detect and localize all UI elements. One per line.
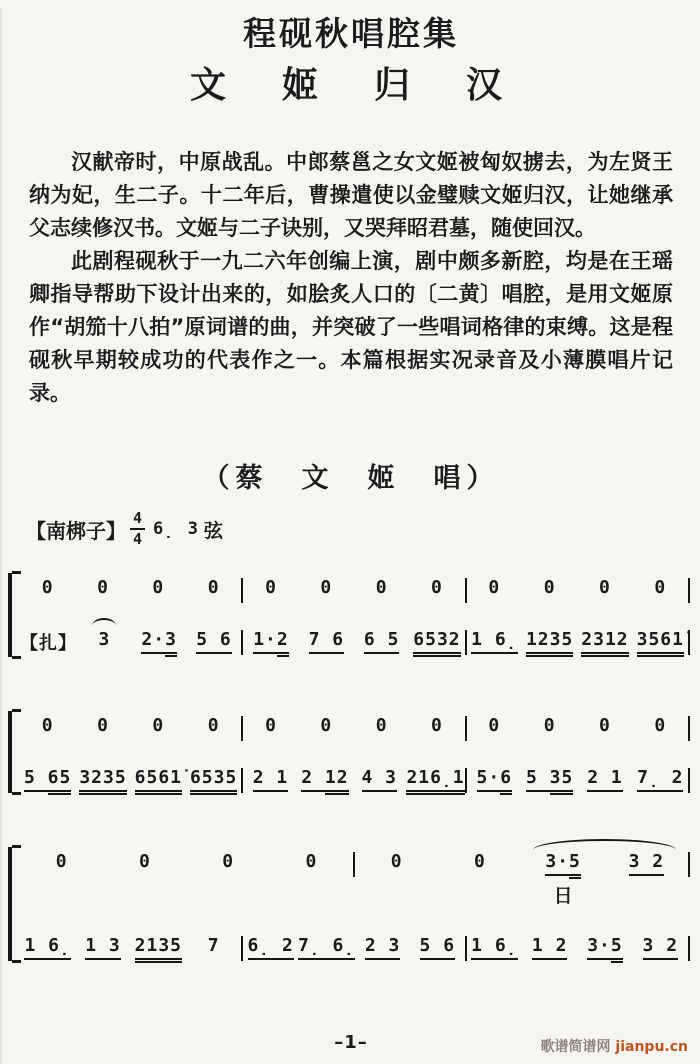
- note-group: [477, 767, 513, 792]
- note-segment: 0: [138, 851, 151, 872]
- note-cell: [633, 715, 688, 738]
- note-group: [301, 767, 348, 792]
- vocal-line: [20, 577, 690, 603]
- barline: [688, 768, 690, 793]
- note-cell: [352, 767, 406, 792]
- measure: [20, 715, 241, 738]
- barline: [688, 852, 690, 877]
- note-group: [196, 629, 232, 654]
- measure: [243, 577, 464, 600]
- note-cell: [75, 715, 130, 738]
- note-cell: [299, 577, 354, 600]
- note-segment: 2: [301, 767, 325, 792]
- measure: [243, 935, 464, 960]
- note-group: [248, 935, 294, 960]
- intro-paragraph-2: 此剧程砚秋于一九二六年创编上演，剧中颇多新腔，均是在王瑶卿指导帮助下设计出来的，如脍炙人口的〔二黄〕唱腔，是用文姬原作“胡笳十八拍”原词谱的曲，并突破了一些唱词格律的束缚。这是程砚秋早期较成功的代表作之一。本篇根据实况录音及小薄膜唱片记录。: [29, 249, 673, 405]
- note-segment: 3: [98, 629, 111, 650]
- note-segment: 5 6: [196, 629, 232, 654]
- note-segment: 0: [431, 577, 443, 598]
- note-group: [474, 851, 486, 874]
- note-segment: 1 6̣: [471, 935, 517, 960]
- note-cell: [103, 851, 186, 874]
- note-cell: [186, 577, 241, 600]
- note-cell: [409, 629, 464, 654]
- note-segment: 3 2: [643, 935, 679, 960]
- note-group: [152, 577, 164, 600]
- note-group: [488, 715, 500, 738]
- note-cell: [20, 629, 77, 657]
- note-cell: [131, 715, 186, 738]
- note-segment: 5·: [477, 767, 501, 792]
- slur-arc: [92, 618, 116, 626]
- note-cell: [187, 851, 270, 874]
- slur-arc: [533, 839, 676, 850]
- note-cell: [243, 577, 298, 600]
- note-segment: 3·: [587, 935, 611, 960]
- note-cell: [633, 629, 688, 654]
- note-segment: 6: [500, 767, 512, 792]
- note-cell: [467, 715, 522, 738]
- note-group: [85, 935, 121, 960]
- measure: [467, 935, 688, 960]
- note-segment: 7̣ 6̣: [298, 935, 355, 960]
- note-cell: [577, 629, 632, 654]
- note-segment: 5: [569, 851, 581, 876]
- score-system: [8, 573, 690, 657]
- score-system: [8, 847, 690, 961]
- note-segment: 0: [599, 715, 611, 736]
- note-group: [599, 715, 611, 738]
- note-group: [420, 935, 456, 960]
- note-segment: 0: [599, 577, 611, 598]
- note-group: [654, 715, 666, 738]
- note-segment: 0: [488, 715, 501, 736]
- note-group: [413, 629, 460, 654]
- measure: [20, 577, 241, 600]
- note-group: [431, 715, 443, 738]
- piece-title: 文 姬 归 汉: [189, 65, 512, 106]
- note-segment: 1 6̣: [24, 935, 70, 960]
- note-cell: [243, 715, 298, 738]
- note-group: [376, 577, 388, 600]
- intro-paragraph-1: 汉献帝时，中原战乱。中郎蔡邕之女文姬被匈奴掳去，为左贤王纳为妃，生二子。十二年后，曹操遣使以金璧赎文姬归汉，让她继承父志续修汉书。文姬与二子诀别，又哭拜昭君墓，随使回汉。: [29, 150, 673, 240]
- note-group: [362, 767, 398, 792]
- note-group: [488, 577, 500, 600]
- page-number: –1–: [334, 1032, 368, 1053]
- note-cell: [270, 851, 353, 874]
- note-cell: [20, 577, 75, 600]
- score: [8, 573, 690, 961]
- note-segment: 0: [207, 577, 220, 598]
- note-cell: [299, 629, 354, 654]
- note-group: [532, 935, 568, 960]
- note-segment: 0: [207, 715, 220, 736]
- note-segment: 3235: [79, 767, 126, 792]
- intro-text: [29, 146, 673, 410]
- measure: [20, 629, 241, 657]
- accompaniment-line: [20, 767, 690, 793]
- note-cell: [243, 767, 297, 792]
- note-segment: 6561̇: [135, 767, 182, 792]
- note-group: [365, 935, 401, 960]
- note-group: [222, 851, 234, 874]
- note-group: [20, 629, 77, 657]
- note-cell: [75, 577, 130, 600]
- note-group: [97, 577, 109, 600]
- note-cell: [577, 935, 632, 960]
- note-segment: 0: [320, 577, 333, 598]
- system-rows: [20, 711, 690, 793]
- note-cell: [187, 629, 242, 654]
- note-group: [24, 767, 71, 792]
- measure: [467, 715, 688, 738]
- note-group: [24, 935, 70, 960]
- note-cell: [467, 629, 522, 654]
- measure: [467, 577, 688, 600]
- barline: [688, 578, 690, 603]
- system-rows: [20, 847, 690, 961]
- note-cell: [633, 935, 688, 960]
- note-group: [376, 715, 388, 738]
- note-group: [42, 577, 54, 600]
- note-cell: [20, 935, 75, 960]
- note-group: [406, 767, 464, 792]
- note-segment: 3: [165, 629, 177, 654]
- note-cell: [20, 851, 103, 874]
- note-group: [320, 577, 332, 600]
- note-group: [190, 767, 237, 792]
- string-tuning-word: 弦: [203, 519, 223, 542]
- note-segment: 7: [207, 935, 220, 956]
- note-segment: 0: [97, 715, 109, 736]
- note-group: [253, 767, 289, 792]
- note-cell: [633, 577, 688, 600]
- note-segment: 7̣ 2: [637, 767, 683, 792]
- note-group: [135, 935, 182, 960]
- note-segment: 35: [550, 767, 574, 792]
- note-segment: 0: [305, 851, 318, 872]
- note-segment: 【扎】: [20, 633, 77, 654]
- note-cell: [438, 851, 521, 874]
- note-group: [56, 851, 68, 874]
- vocal-line: [20, 715, 690, 741]
- note-group: [42, 715, 54, 738]
- note-cell: [467, 935, 522, 960]
- note-cell: [406, 767, 464, 792]
- measure: [243, 715, 464, 738]
- accompaniment-line: [20, 629, 690, 657]
- note-segment: 0: [97, 577, 109, 598]
- note-segment: 0: [390, 851, 403, 872]
- note-segment: 5 6: [420, 935, 456, 960]
- note-segment: 2312: [581, 629, 628, 654]
- note-segment: 3·: [545, 851, 569, 876]
- measure: [467, 629, 688, 654]
- note-group: [391, 851, 403, 874]
- watermark-link[interactable]: jianpu.cn: [615, 1039, 688, 1055]
- lyric-syllable: 日: [553, 885, 573, 907]
- note-cell: [522, 935, 577, 960]
- note-cell: [354, 577, 409, 600]
- note-segment: 65: [48, 767, 72, 792]
- note-segment: 1 6̣: [471, 629, 517, 654]
- note-group: [643, 935, 679, 960]
- measure: [243, 767, 464, 792]
- note-segment: 3561̇: [637, 629, 684, 654]
- system-bracket: [8, 847, 17, 961]
- note-segment: 6 5: [364, 629, 400, 654]
- note-segment: 2: [277, 629, 289, 654]
- barline: [688, 936, 690, 961]
- note-segment: 5: [24, 767, 48, 792]
- slur-group: [522, 851, 689, 907]
- measure: [20, 935, 241, 960]
- note-segment: 6535: [190, 767, 237, 792]
- barline: [688, 630, 690, 655]
- note-segment: 0: [41, 715, 54, 736]
- note-segment: 0: [152, 715, 165, 736]
- note-cell: [605, 851, 688, 876]
- note-cell: [186, 767, 241, 792]
- note-segment: 0: [375, 577, 388, 598]
- note-group: [526, 767, 573, 792]
- note-cell: [75, 935, 130, 960]
- accompaniment-line: [20, 935, 690, 961]
- note-group: [526, 629, 573, 654]
- note-cell: [410, 935, 465, 960]
- note-cell: [577, 715, 632, 738]
- note-segment: 6̣ 2: [248, 935, 294, 960]
- note-cell: [522, 629, 577, 654]
- measure: [355, 851, 688, 907]
- note-cell: [409, 577, 464, 600]
- note-group: [587, 767, 623, 792]
- note-segment: 0: [265, 577, 277, 598]
- watermark-site-name: 歌谱简谱网: [540, 1039, 616, 1055]
- note-group: [637, 629, 684, 654]
- note-segment: 0: [543, 577, 556, 598]
- note-group: [320, 715, 332, 738]
- note-group: [544, 715, 556, 738]
- system-rows: [20, 573, 690, 657]
- note-group: [98, 629, 110, 652]
- note-segment: 4 3: [362, 767, 398, 792]
- string-tuning-notes: 6̣ 3: [153, 519, 200, 539]
- note-group: [629, 851, 665, 876]
- note-group: [253, 629, 289, 654]
- note-segment: 3 2: [629, 851, 665, 876]
- note-group: [364, 629, 400, 654]
- note-cell: [75, 767, 130, 792]
- note-group: [431, 577, 443, 600]
- barline: [688, 716, 690, 741]
- note-segment: 5: [526, 767, 550, 792]
- note-segment: 0: [654, 577, 667, 598]
- note-group: [545, 851, 581, 876]
- note-cell: [131, 767, 186, 792]
- note-cell: [131, 935, 186, 960]
- footer: [2, 1032, 700, 1056]
- note-group: [152, 715, 164, 738]
- note-segment: 5: [611, 935, 623, 960]
- note-segment: 0: [488, 577, 501, 598]
- note-cell: [355, 851, 438, 874]
- measure: [20, 851, 353, 874]
- note-cell: [354, 629, 409, 654]
- note-segment: 0: [152, 577, 165, 598]
- system-bracket: [8, 573, 17, 657]
- note-group: [544, 577, 556, 600]
- note-cell: [20, 767, 75, 792]
- note-group: [97, 715, 109, 738]
- note-cell: [467, 767, 522, 792]
- note-cell: [522, 851, 605, 907]
- time-signature-numerator: 4: [130, 511, 145, 530]
- qupai-label: 【南梆子】: [26, 518, 126, 543]
- measure: [243, 629, 464, 654]
- note-group: [309, 629, 345, 654]
- note-group: [79, 767, 126, 792]
- note-segment: 2 3: [365, 935, 401, 960]
- note-cell: [522, 577, 577, 600]
- time-signature: [130, 511, 145, 547]
- note-cell: [633, 767, 688, 792]
- note-cell: [186, 935, 241, 958]
- note-group: [587, 935, 623, 960]
- note-segment: 0: [543, 715, 556, 736]
- note-group: [581, 629, 628, 654]
- note-segment: 1235: [526, 629, 573, 654]
- note-segment: 0: [473, 851, 486, 872]
- note-cell: [298, 767, 352, 792]
- note-segment: 12: [325, 767, 349, 792]
- singer-line: （蔡 文 姬 唱）: [202, 463, 500, 494]
- note-segment: 7 6: [309, 629, 345, 654]
- note-group: [265, 715, 277, 738]
- note-segment: 1 2: [532, 935, 568, 960]
- note-cell: [522, 767, 577, 792]
- note-group: [208, 715, 220, 738]
- watermark: [541, 1036, 688, 1056]
- system-bracket: [8, 711, 17, 793]
- note-cell: [355, 935, 410, 960]
- note-segment: 6532: [413, 629, 460, 654]
- note-group: [208, 577, 220, 600]
- note-cell: [186, 715, 241, 738]
- note-cell: [20, 715, 75, 738]
- note-group: [265, 577, 277, 600]
- note-cell: [132, 629, 187, 654]
- vocal-line: [20, 851, 690, 907]
- note-group: [139, 851, 151, 874]
- note-cell: [354, 715, 409, 738]
- note-cell: [409, 715, 464, 738]
- note-cell: [577, 577, 632, 600]
- slur-group: [77, 629, 132, 652]
- note-segment: 0: [375, 715, 388, 736]
- note-group: [208, 935, 220, 958]
- note-segment: 0: [654, 715, 667, 736]
- note-segment: 2135: [135, 935, 182, 960]
- note-cell: [577, 767, 632, 792]
- note-group: [637, 767, 683, 792]
- score-header: [26, 511, 700, 547]
- note-group: [305, 851, 317, 874]
- note-segment: 1 3: [85, 935, 121, 960]
- note-cell: [131, 577, 186, 600]
- note-group: [135, 767, 182, 792]
- note-group: [141, 629, 177, 654]
- note-segment: 0: [320, 715, 333, 736]
- note-group: [471, 935, 517, 960]
- note-group: [298, 935, 355, 960]
- note-segment: 2 1: [587, 767, 623, 792]
- note-cell: [298, 935, 355, 960]
- score-system: [8, 711, 690, 793]
- note-cell: [522, 715, 577, 738]
- series-title: 程砚秋唱腔集: [243, 14, 459, 53]
- note-segment: 0: [41, 577, 54, 598]
- note-group: [654, 577, 666, 600]
- note-cell: [299, 715, 354, 738]
- note-cell: [77, 629, 132, 652]
- note-segment: 0: [222, 851, 235, 872]
- note-segment: 0: [265, 715, 277, 736]
- note-group: [599, 577, 611, 600]
- note-cell: [243, 935, 298, 960]
- measure: [467, 767, 688, 792]
- note-segment: 2·: [141, 629, 165, 654]
- note-segment: 216̣1: [406, 767, 464, 792]
- time-signature-denominator: 4: [133, 530, 143, 548]
- note-segment: 0: [55, 851, 68, 872]
- measure: [20, 767, 241, 792]
- note-cell: [467, 577, 522, 600]
- note-segment: 0: [431, 715, 443, 736]
- note-segment: 1·: [253, 629, 277, 654]
- note-segment: 2 1: [253, 767, 289, 792]
- note-group: [471, 629, 517, 654]
- note-cell: [243, 629, 298, 654]
